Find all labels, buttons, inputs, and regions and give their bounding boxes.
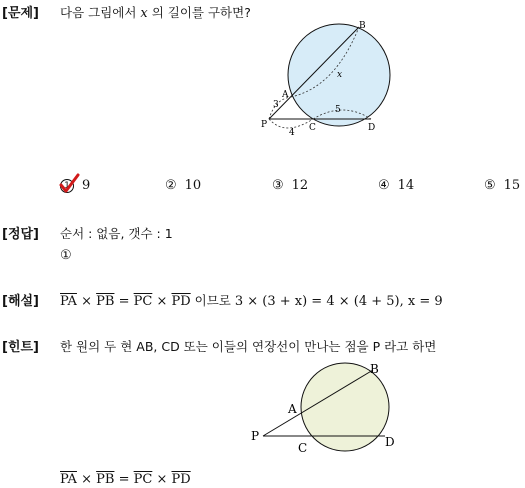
explanation-equation: 3 × (3 + x) = 4 × (4 + 5), x = 9 xyxy=(234,294,443,309)
choice-1-number: 1 xyxy=(60,179,74,193)
explanation-tag: [해설] xyxy=(2,294,39,309)
arc-pc xyxy=(269,119,313,128)
label-pa-len: 3 xyxy=(273,100,279,110)
checkmark-icon xyxy=(58,173,80,195)
choice-1[interactable] xyxy=(60,178,90,193)
choice-1-marker xyxy=(60,179,74,193)
label-pc-len: 4 xyxy=(289,128,295,138)
prompt-text-end: 의 길이를 구하면? xyxy=(147,5,251,20)
choice-4-number: ④ xyxy=(378,178,390,193)
choice-1-value: 9 xyxy=(82,178,91,193)
hint-seg-pd: $\overline{PD}$ xyxy=(171,472,191,487)
choice-2[interactable] xyxy=(165,178,201,193)
equals: = xyxy=(114,294,134,309)
hint-times-1: × xyxy=(76,472,97,487)
hint-text: 한 원의 두 현 AB, CD 또는 이들의 연장선이 만나는 점을 P 라고 하면 xyxy=(60,339,437,354)
explanation-korean: 이므로 xyxy=(190,293,235,308)
hint-formula xyxy=(60,472,191,487)
label-p: P xyxy=(261,120,268,130)
answer-line: 순서 : 없음, 갯수 : 1 xyxy=(60,226,173,241)
choice-4[interactable] xyxy=(378,178,414,193)
hint-label-c: C xyxy=(298,441,308,455)
times-1: × xyxy=(76,294,97,309)
label-d: D xyxy=(368,123,376,133)
problem-figure xyxy=(255,15,405,140)
seg-pa: $\overline{PA}$ xyxy=(60,294,77,309)
hint-circle xyxy=(301,363,389,451)
hint-label-d: D xyxy=(385,435,395,449)
hint-equals: = xyxy=(114,472,134,487)
label-cd-len: 5 xyxy=(335,105,341,115)
hint-label-a: A xyxy=(288,402,297,416)
seg-pb: $\overline{PB}$ xyxy=(96,294,115,309)
choice-3-number: ③ xyxy=(272,178,284,193)
label-x: x xyxy=(337,70,343,80)
seg-pd: $\overline{PD}$ xyxy=(171,294,191,309)
times-2: × xyxy=(152,294,172,309)
hint-times-2: × xyxy=(152,472,172,487)
problem-tag: [문제] xyxy=(2,6,39,21)
choice-4-value: 14 xyxy=(397,178,415,193)
choice-5-number: ⑤ xyxy=(484,178,496,193)
explanation-formula xyxy=(60,291,443,309)
hint-figure xyxy=(245,358,410,458)
answer-choice: ① xyxy=(60,248,72,263)
choice-3[interactable] xyxy=(272,178,308,193)
choice-5-value: 15 xyxy=(503,178,521,193)
choice-2-number: ② xyxy=(165,178,177,193)
problem-prompt xyxy=(60,3,251,21)
label-b: B xyxy=(359,21,366,31)
label-a: A xyxy=(282,90,289,100)
hint-tag: [힌트] xyxy=(2,340,39,355)
hint-seg-pc: $\overline{PC}$ xyxy=(133,472,153,487)
hint-label-b: B xyxy=(370,362,379,376)
hint-label-p: P xyxy=(251,429,260,443)
seg-pc: $\overline{PC}$ xyxy=(133,294,153,309)
prompt-var: x xyxy=(140,6,148,21)
answer-tag: [정답] xyxy=(2,227,39,242)
label-c: C xyxy=(309,123,316,133)
hint-seg-pa: $\overline{PA}$ xyxy=(60,472,77,487)
prompt-text: 다음 그림에서 xyxy=(60,5,141,20)
choice-2-value: 10 xyxy=(184,178,202,193)
hint-seg-pb: $\overline{PB}$ xyxy=(96,472,115,487)
choice-5[interactable] xyxy=(484,178,520,193)
choice-3-value: 12 xyxy=(291,178,309,193)
